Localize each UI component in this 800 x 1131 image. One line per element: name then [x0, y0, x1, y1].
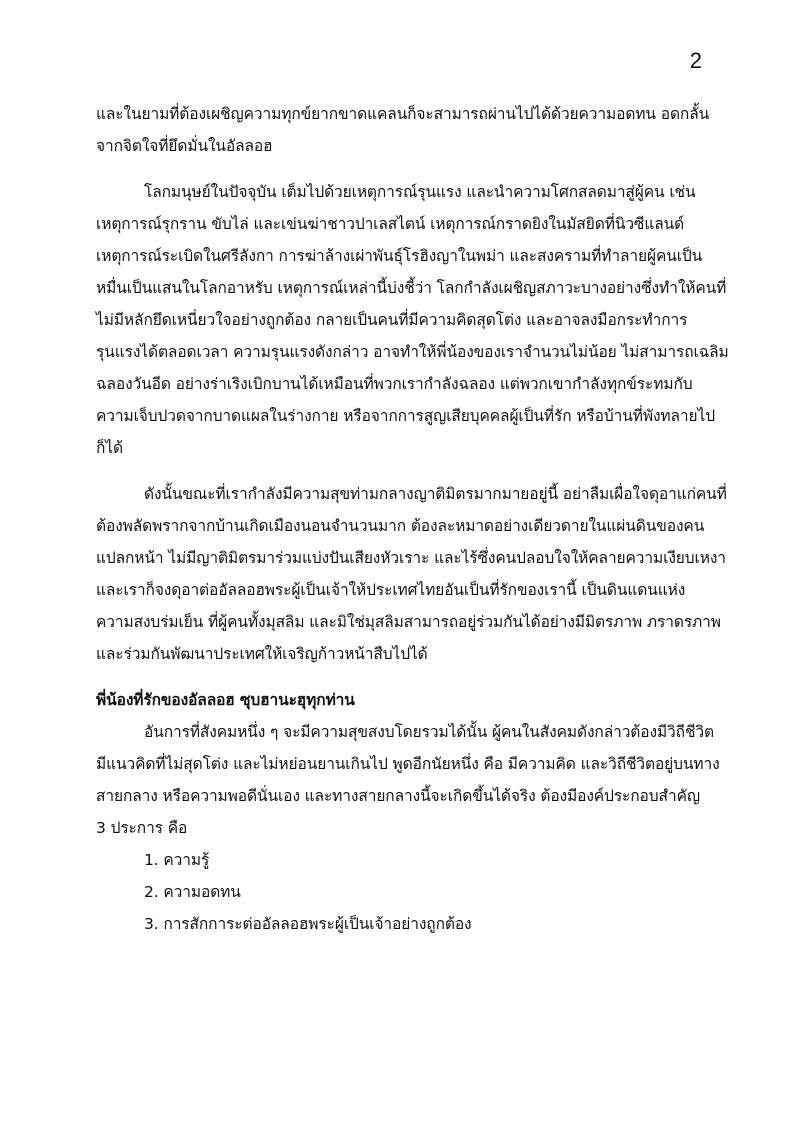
paragraph-line: 3 ประการ คือ: [96, 819, 188, 837]
paragraph-line: มีแนวคิดที่ไม่สุดโต่ง และไม่หย่อนยานเกินไป พูดอีกนัยหนึ่ง คือ มีความคิด และวิถีชีวิตอยู่บนทาง: [96, 755, 720, 773]
paragraph-2: [96, 176, 729, 464]
paragraph-line: ความเจ็บปวดจากบาดแผลในร่างกาย หรือจากการสูญเสียบุคคลผู้เป็นที่รัก หรือบ้านที่พังทลายไป: [96, 407, 715, 425]
paragraph-line: ไม่มีหลักยึดเหนี่ยวใจอย่างถูกต้อง กลายเป็นคนที่มีความคิดสุดโต่ง และอาจลงมือกระทำการ: [96, 311, 688, 329]
paragraph-line: จากจิตใจที่ยึดมั่นในอัลลอฮ: [96, 137, 273, 155]
paragraph-line: เหตุการณ์ระเบิดในศรีลังกา การฆ่าล้างเผ่าพันธุ์โรฮิงญาในพม่า และสงครามที่ทำลายผู้คนเป็น: [96, 247, 703, 265]
document-body: [96, 98, 729, 940]
list-item: 2. ความอดทน: [144, 883, 241, 901]
paragraph-1: [96, 98, 710, 162]
paragraph-line: ต้องพลัดพรากจากบ้านเกิดเมืองนอนจำนวนมาก ต้องละหมาดอย่างเดียวดายในแผ่นดินของคน: [96, 517, 705, 535]
paragraph-line: ก็ได้: [96, 439, 123, 457]
paragraph-line: ความสงบร่มเย็น ที่ผู้คนทั้งมุสลิม และมิใช่มุสลิมสามารถอยู่ร่วมกันได้อย่างมีมิตรภาพ ภราดรภาพ: [96, 613, 721, 631]
paragraph-4: [96, 716, 720, 844]
list-item: 1. ความรู้: [144, 851, 210, 869]
page-number: 2: [689, 48, 702, 73]
paragraph-line: เหตุการณ์รุกราน ขับไล่ และเข่นฆ่าชาวปาเลสไตน์ เหตุการณ์กราดยิงในมัสยิดที่นิวซีแลนด์: [96, 215, 685, 233]
paragraph-line: และเราก็จงดุอาต่ออัลลอฮพระผู้เป็นเจ้าให้ประเทศไทยอันเป็นที่รักของเรานี้ เป็นดินแดนแห่ง: [96, 581, 686, 599]
paragraph-line: และในยามที่ต้องเผชิญความทุกข์ยากขาดแคลนก็จะสามารถผ่านไปได้ด้วยความอดทน อดกลั้น: [96, 105, 710, 123]
paragraph-line: แปลกหน้า ไม่มีญาติมิตรมาร่วมแบ่งปันเสียงหัวเราะ และไร้ซึ่งคนปลอบใจให้คลายความเงียบเหงา: [96, 549, 726, 567]
paragraph-line: หมื่นเป็นแสนในโลกอาหรับ เหตุการณ์เหล่านี้บ่งชี้ว่า โลกกำลังเผชิญสภาวะบางอย่างซึ่งทำให้คนที่: [96, 279, 727, 297]
paragraph-line: โลกมนุษย์ในปัจจุบัน เต็มไปด้วยเหตุการณ์รุนแรง และนำความโศกสลดมาสู่ผู้คน เช่น: [144, 183, 696, 201]
paragraph-line: และร่วมกันพัฒนาประเทศให้เจริญก้าวหน้าสืบไปได้: [96, 645, 428, 663]
paragraph-line: อันการที่สังคมหนึ่ง ๆ จะมีความสุขสงบโดยรวมได้นั้น ผู้คนในสังคมดังกล่าวต้องมีวิถีชีวิต: [144, 723, 714, 741]
paragraph-line: ฉลองวันอีด อย่างร่าเริงเบิกบานได้เหมือนที่พวกเรากำลังฉลอง แต่พวกเขากำลังทุกข์ระทมกับ: [96, 375, 693, 393]
section-heading: พี่น้องที่รักของอัลลอฮ ซุบฮานะฮุทุกท่าน: [96, 691, 355, 709]
paragraph-line: สายกลาง หรือความพอดีนั่นเอง และทางสายกลางนี้จะเกิดขึ้นได้จริง ต้องมีองค์ประกอบสำคัญ: [96, 787, 700, 805]
paragraph-line: ดังนั้นขณะที่เรากำลังมีความสุขท่ามกลางญาติมิตรมากมายอยู่นี้ อย่าลืมเผื่อใจดุอาแก่คนที่: [144, 485, 727, 503]
paragraph-3: [96, 478, 727, 670]
numbered-list: [96, 844, 704, 940]
list-item: 3. การสักการะต่ออัลลอฮพระผู้เป็นเจ้าอย่างถูกต้อง: [144, 915, 472, 933]
paragraph-line: รุนแรงได้ตลอดเวลา ความรุนแรงดังกล่าว อาจทำให้พี่น้องของเราจำนวนไม่น้อย ไม่สามารถเฉลิม: [96, 343, 729, 361]
